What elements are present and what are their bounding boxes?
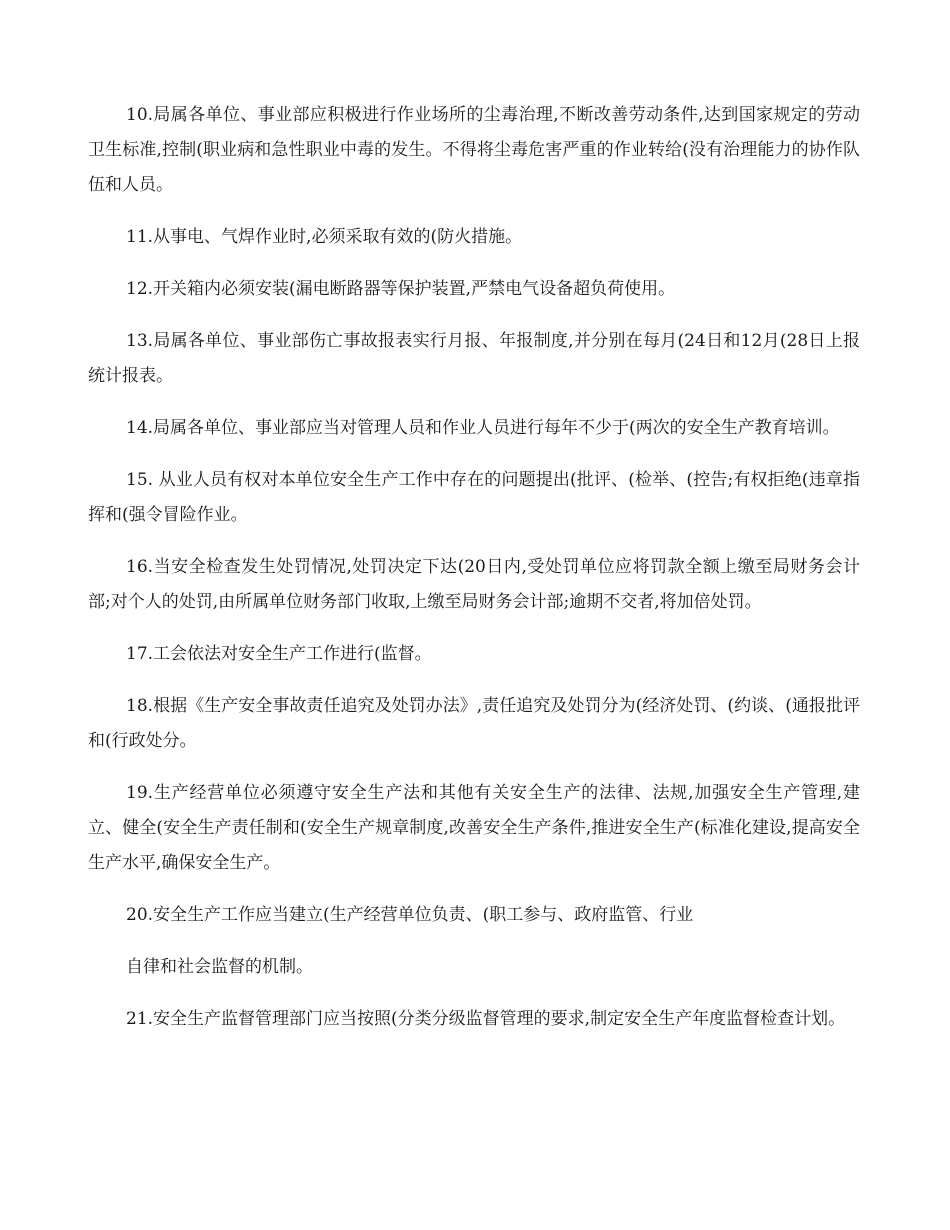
paragraph-14: 14.局属各单位、事业部应当对管理人员和作业人员进行每年不少于(两次的安全生产教育培训。 bbox=[126, 418, 840, 438]
paragraph-16: 16.当安全检查发生处罚情况,处罚决定下达(20日内,受处罚单位应将罚款全额上缴至局财务会计部;对个人的处罚,由所属单位财务部门收取,上缴至局财务会计部;逾期不交者,将加倍处罚。 bbox=[88, 557, 860, 612]
paragraph-12: 12.开关箱内必须安装(漏电断路器等保护装置,严禁电气设备超负荷使用。 bbox=[126, 279, 676, 299]
paragraph-20: 20.安全生产工作应当建立(生产经营单位负责、(职工参与、政府监管、行业 bbox=[126, 905, 694, 925]
paragraph-11: 11.从事电、气焊作业时,必须采取有效的(防火措施。 bbox=[126, 227, 523, 247]
document-page bbox=[88, 98, 860, 1054]
paragraph-21: 21.安全生产监督管理部门应当按照(分类分级监督管理的要求,制定安全生产年度监督检查计划。 bbox=[126, 1009, 846, 1029]
paragraph-10: 10.局属各单位、事业部应积极进行作业场所的尘毒治理,不断改善劳动条件,达到国家规定的劳动卫生标准,控制(职业病和急性职业中毒的发生。不得将尘毒危害严重的作业转给(没有治理能力的协作队伍和人员。 bbox=[88, 105, 860, 195]
paragraph-19: 19.生产经营单位必须遵守安全生产法和其他有关安全生产的法律、法规,加强安全生产管理,建立、健全(安全生产责任制和(安全生产规章制度,改善安全生产条件,推进安全生产(标准化建设,提高安全生产水平,确保安全生产。 bbox=[88, 783, 860, 873]
paragraph-17: 17.工会依法对安全生产工作进行(监督。 bbox=[126, 644, 432, 664]
paragraph-15: 15. 从业人员有权对本单位安全生产工作中存在的问题提出(批评、(检举、(控告;有权拒绝(违章指挥和(强令冒险作业。 bbox=[88, 470, 860, 525]
paragraph-20-continuation: 自律和社会监督的机制。 bbox=[126, 957, 313, 977]
paragraph-13: 13.局属各单位、事业部伤亡事故报表实行月报、年报制度,并分别在每月(24日和12月(28日上报统计报表。 bbox=[88, 331, 860, 386]
paragraph-18: 18.根据《生产安全事故责任追究及处罚办法》,责任追究及处罚分为(经济处罚、(约谈、(通报批评和(行政处分。 bbox=[88, 696, 860, 751]
